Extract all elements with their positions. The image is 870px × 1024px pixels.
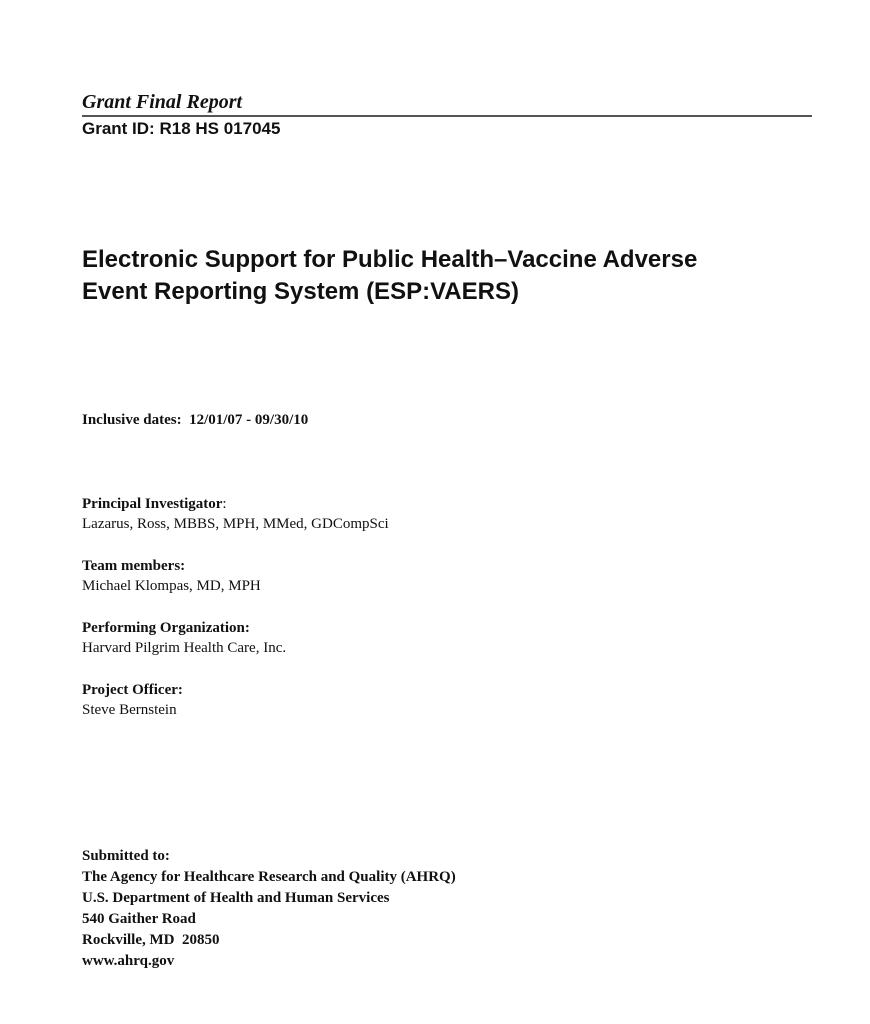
principal-investigator-section <box>82 494 389 534</box>
submitted-to-city: Rockville, MD 20850 <box>82 932 220 948</box>
grant-id-label: Grant ID: <box>82 119 155 138</box>
submitted-to-agency: The Agency for Healthcare Research and Quality (AHRQ) <box>82 869 456 885</box>
principal-investigator-label: Principal Investigator: <box>82 496 227 512</box>
team-members-section <box>82 556 261 596</box>
submitted-to-label: Submitted to: <box>82 848 170 864</box>
inclusive-dates-value: 12/01/07 - 09/30/10 <box>189 412 309 428</box>
team-members-value: Michael Klompas, MD, MPH <box>82 578 261 594</box>
project-officer-label: Project Officer: <box>82 682 183 698</box>
performing-organization-section <box>82 618 286 658</box>
inclusive-dates <box>82 410 308 430</box>
team-members-label: Team members: <box>82 558 186 574</box>
performing-organization-value: Harvard Pilgrim Health Care, Inc. <box>82 640 287 656</box>
grant-id-value: R18 HS 017045 <box>159 119 281 138</box>
submitted-to-website: www.ahrq.gov <box>82 953 175 969</box>
report-type: Grant Final Report <box>82 90 812 117</box>
principal-investigator-value: Lazarus, Ross, MBBS, MPH, MMed, GDCompSci <box>82 516 389 532</box>
grant-id <box>82 118 812 140</box>
submitted-to-section <box>82 846 456 972</box>
submitted-to-street: 540 Gaither Road <box>82 911 196 927</box>
report-title <box>82 244 822 308</box>
submitted-to-department: U.S. Department of Health and Human Services <box>82 890 390 906</box>
performing-organization-label: Performing Organization: <box>82 620 250 636</box>
project-officer-value: Steve Bernstein <box>82 702 177 718</box>
inclusive-dates-label: Inclusive dates: <box>82 412 182 428</box>
project-officer-section <box>82 680 183 720</box>
report-title-line-2: Event Reporting System (ESP:VAERS) <box>82 278 519 305</box>
report-title-line-1: Electronic Support for Public Health–Vaccine Adverse <box>82 246 698 273</box>
report-header <box>82 90 812 140</box>
